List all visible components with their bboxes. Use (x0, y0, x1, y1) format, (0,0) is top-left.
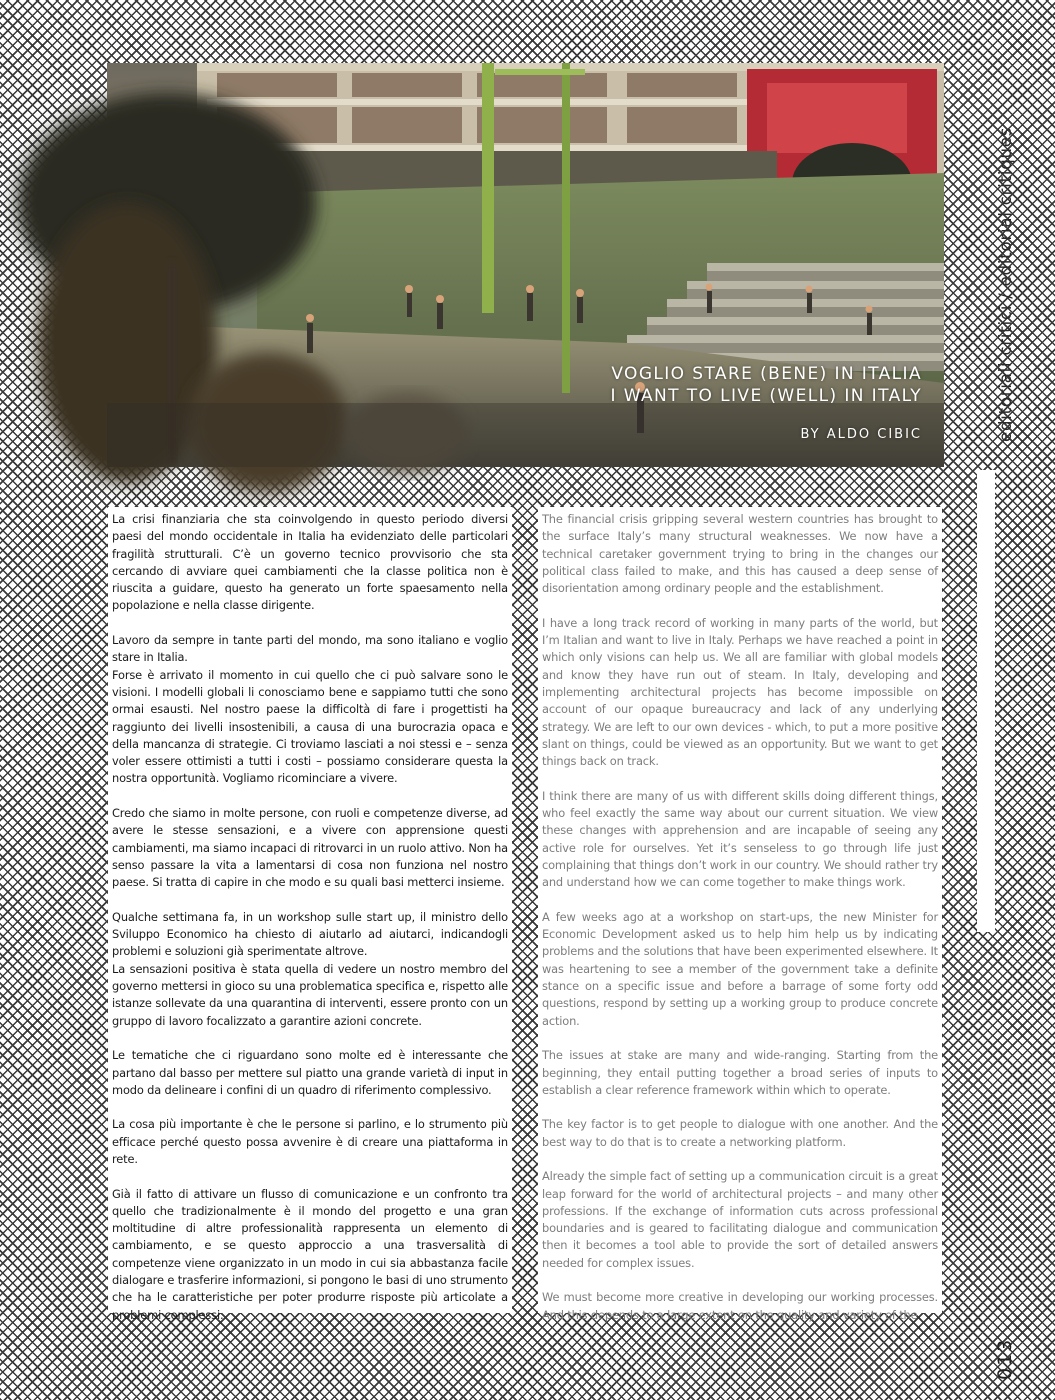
byline: BY ALDO CIBIC (800, 427, 922, 442)
paragraph: Credo che siamo in molte persone, con ruoli e competenze diverse, ad avere le stesse sensazioni, e a vivere con apprensione questi cambiamenti, ma siamo incapaci di ritrovarci in un ruolo attivo. Non ha senso passare la vita a lamentarsi di cosa non funziona nel nostro paese. Si tratta di capire in che modo e su quali basi metterci insieme. (112, 806, 508, 890)
paragraph: La sensazioni positiva è stata quella di vedere un nostro membro del governo mettersi in gioco su una problematica specifica e, rispetto alle istanze sollevate da una quarantina di interventi, essere pronto con un gruppo di lavoro focalizzato a garantire azioni concrete. (112, 961, 508, 1028)
english-text-column (538, 507, 942, 1322)
article-title (611, 363, 922, 407)
hero-photo (107, 63, 944, 467)
title-italian: VOGLIO STARE (BENE) IN ITALIA (611, 364, 922, 384)
paragraph: La cosa più importante è che le persone si parlino, e lo strumento più efficace perché questo possa avvenire è di creare una piattaforma in rete. (112, 1117, 508, 1166)
paragraph: La crisi finanziaria che sta coinvolgendo in questo periodo diversi paesi del mondo occidentale in Italia ha evidenziato delle particolari fragilità strutturali. C’è un governo tecnico provvisorio che sta cercando di avviare quei cambiamenti che la classe politica non è riuscita a guidare, questo ha generato un forte spaesamento nella popolazione e nella classe dirigente. (112, 512, 508, 613)
title-english: I WANT TO LIVE (WELL) IN ITALY (610, 386, 922, 406)
paragraph: Lavoro da sempre in tante parti del mondo, ma sono italiano e voglio stare in Italia. (112, 633, 508, 665)
italian-text-column (108, 507, 512, 1322)
paragraph: We must become more creative in developing our working processes. And this depends to a large extent on the quality and variety of the (542, 1290, 938, 1322)
page-number-text: 013 (994, 1337, 1016, 1380)
section-label (996, 126, 1016, 462)
paragraph: Le tematiche che ci riguardano sono molte ed è interessante che partano dal basso per mettere sul piatto una grande varietà di input in modo da delineare i confini di un quadro di riferimento complessivo. (112, 1048, 508, 1097)
paragraph: I think there are many of us with different skills doing different things, who feel exactly the same way about our current situation. We view these changes with apprehension and are incapable of seeing any active role for ourselves. Yet it’s senseless to go through life just complaining that things don’t work in our country. We should rather try and understand how we can come together to make things work. (542, 788, 938, 890)
paragraph: The key factor is to get people to dialogue with one another. And the best way to do that is to create a networking platform. (542, 1117, 938, 1149)
paragraph: The issues at stake are many and wide-ranging. Starting from the beginning, they entail putting together a broad series of inputs to establish a clear reference framework within which to operate. (542, 1048, 938, 1097)
section-label-text: editoriali critici / editorial critiques (996, 126, 1015, 442)
paragraph: Qualche settimana fa, in un workshop sulle start up, il ministro dello Sviluppo Economico ha chiesto di aiutarlo ad aiutarci, indicandogli problemi e soluzioni già sperimentate altrove. (112, 909, 508, 959)
page-number (994, 1322, 1016, 1380)
paragraph: Already the simple fact of setting up a communication circuit is a great leap forward for the world of architectural projects – and many other professions. If the exchange of information cuts across professional boundaries and is geared to facilitating dialogue and communication then it becomes a tool able to provide the sort of detailed answers needed for complex issues. (542, 1169, 938, 1270)
paragraph: The financial crisis gripping several western countries has brought to the surface Italy’s many structural weaknesses. We now have a technical caretaker government trying to bring in the changes our political class failed to make, and this has caused a deep sense of disorientation among ordinary people and the establishment. (542, 512, 938, 596)
sidebar-strip (977, 470, 995, 932)
paragraph: I have a long track record of working in many parts of the world, but I’m Italian and want to live in Italy. Perhaps we have reached a point in which only visions can help us. We all are familiar with global models and know they have run out of steam. In Italy, developing and implementing architectural projects has become impossible on account of our opaque bureaucracy and lack of any underlying strategy. We are left to our own devices - which, to put a more positive slant on things, could be viewed as an opportunity. But we want to get things back on track. (542, 615, 938, 769)
paragraph: Forse è arrivato il momento in cui quello che ci può salvare sono le visioni. I modelli globali li conosciamo bene e sappiamo tutti che sono ormai esausti. Nel nostro paese la difficoltà di fare i progettisti ha raggiunto dei livelli insostenibili, a causa di una burocrazia opaca e della mancanza di strategie. Ci troviamo lasciati a noi stessi e – senza voler essere ottimisti a tutti i costi – possiamo considerare questa la nostra opportunità. Vogliamo ricominciare a vivere. (112, 667, 508, 786)
paragraph: Già il fatto di attivare un flusso di comunicazione e un confronto tra quello che tradizionalmente è il mondo del progetto e una gran moltitudine di altre professionalità rappresenta un elemento di cambiamento, e se questo approccio a una trasversalità di competenze viene organizzato in un modo in cui sia abbastanza facile dialogare e trasferire informazioni, si pongono le basi di uno strumento che ha le caratteristiche per poter produrre risposte più articolate a problemi complessi. (112, 1186, 508, 1322)
paragraph: A few weeks ago at a workshop on start-ups, the new Minister for Economic Development asked us to help him help us by indicating problems and the solutions that have been experimented elsewhere. It was heartening to see a member of the government take a definite stance on a specific issue and before a barrage of some forty odd questions, respond by setting up a working group to produce concrete action. (542, 909, 938, 1028)
